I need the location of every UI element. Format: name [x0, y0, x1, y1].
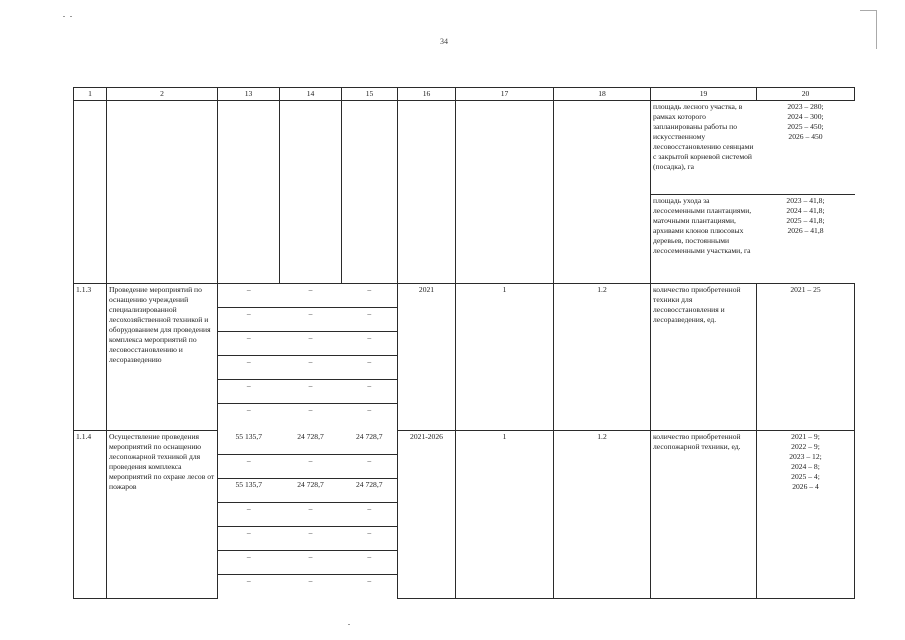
- col-header-2: 2: [107, 88, 218, 101]
- measure-name: Осуществление проведения мероприятий по оснащению лесопожарной техникой для проведения комплекса мероприятий по охране лесов от пожаров: [107, 431, 218, 599]
- indicator-values: 2021 – 25: [757, 284, 855, 431]
- col-18-value: 1.2: [554, 431, 651, 599]
- row-number: 1.1.3: [74, 284, 107, 431]
- page-number: 34: [440, 37, 448, 46]
- col-header-20: 20: [757, 88, 855, 101]
- indicator-text: количество приобретенной техники для лесовосстановления и лесоразведения, ед.: [651, 284, 757, 431]
- scan-speck: [348, 624, 350, 625]
- col-17-value: 1: [456, 284, 554, 431]
- col-17-value: 1: [456, 431, 554, 599]
- col-header-18: 18: [554, 88, 651, 101]
- indicator-text: площадь лесного участка, в рамках которого запланированы работы по искусственному лесовосстановлению сеянцами с закрытой корневой системой (посадка), га: [653, 102, 754, 172]
- col-header-14: 14: [280, 88, 342, 101]
- funding-col-14: – – – – – –: [280, 284, 342, 431]
- indicator-values: 2023 – 280; 2024 – 300; 2025 – 450; 2026 – 450: [787, 102, 824, 142]
- indicator-values: 2021 – 9; 2022 – 9; 2023 – 12; 2024 – 8; 2025 – 4; 2026 – 4: [757, 431, 855, 599]
- table-row-1-1-4: [74, 431, 855, 599]
- period: 2021: [398, 284, 456, 431]
- header-row: [74, 88, 855, 101]
- table-row-1-1-3: [74, 284, 855, 431]
- col-header-17: 17: [456, 88, 554, 101]
- scan-corner-mark: [860, 10, 877, 49]
- indicator-cell: [651, 101, 757, 284]
- funding-col-14: 24 728,7 – 24 728,7 – – – –: [280, 431, 342, 599]
- col-header-16: 16: [398, 88, 456, 101]
- funding-col-13: 55 135,7 – 55 135,7 – – – –: [218, 431, 280, 599]
- table-row-continued: [74, 101, 855, 284]
- funding-col-15: – – – – – –: [342, 284, 398, 431]
- col-18-value: 1.2: [554, 284, 651, 431]
- funding-col-15: 24 728,7 – 24 728,7 – – – –: [342, 431, 398, 599]
- period: 2021-2026: [398, 431, 456, 599]
- values-cell: [757, 101, 855, 284]
- row-number: 1.1.4: [74, 431, 107, 599]
- indicator-text: площадь ухода за лесосеменными плантациями, маточными плантациями, архивами клонов плюсовых деревьев, постоянными лесосеменными участками, га: [651, 194, 757, 257]
- scan-speck: [70, 16, 72, 17]
- indicator-text: количество приобретенной лесопожарной техники, ед.: [651, 431, 757, 599]
- col-header-13: 13: [218, 88, 280, 101]
- col-header-15: 15: [342, 88, 398, 101]
- scan-speck: [63, 16, 65, 17]
- measure-name: Проведение мероприятий по оснащению учреждений специализированной лесохозяйственной техникой и оборудованием для проведения комплекса мероприятий по лесовосстановлению и лесоразведению: [107, 284, 218, 431]
- indicator-values: 2023 – 41,8; 2024 – 41,8; 2025 – 41,8; 2026 – 41,8: [757, 194, 855, 237]
- funding-col-13: – – – – – –: [218, 284, 280, 431]
- col-header-19: 19: [651, 88, 757, 101]
- col-header-1: 1: [74, 88, 107, 101]
- program-table: [73, 87, 855, 599]
